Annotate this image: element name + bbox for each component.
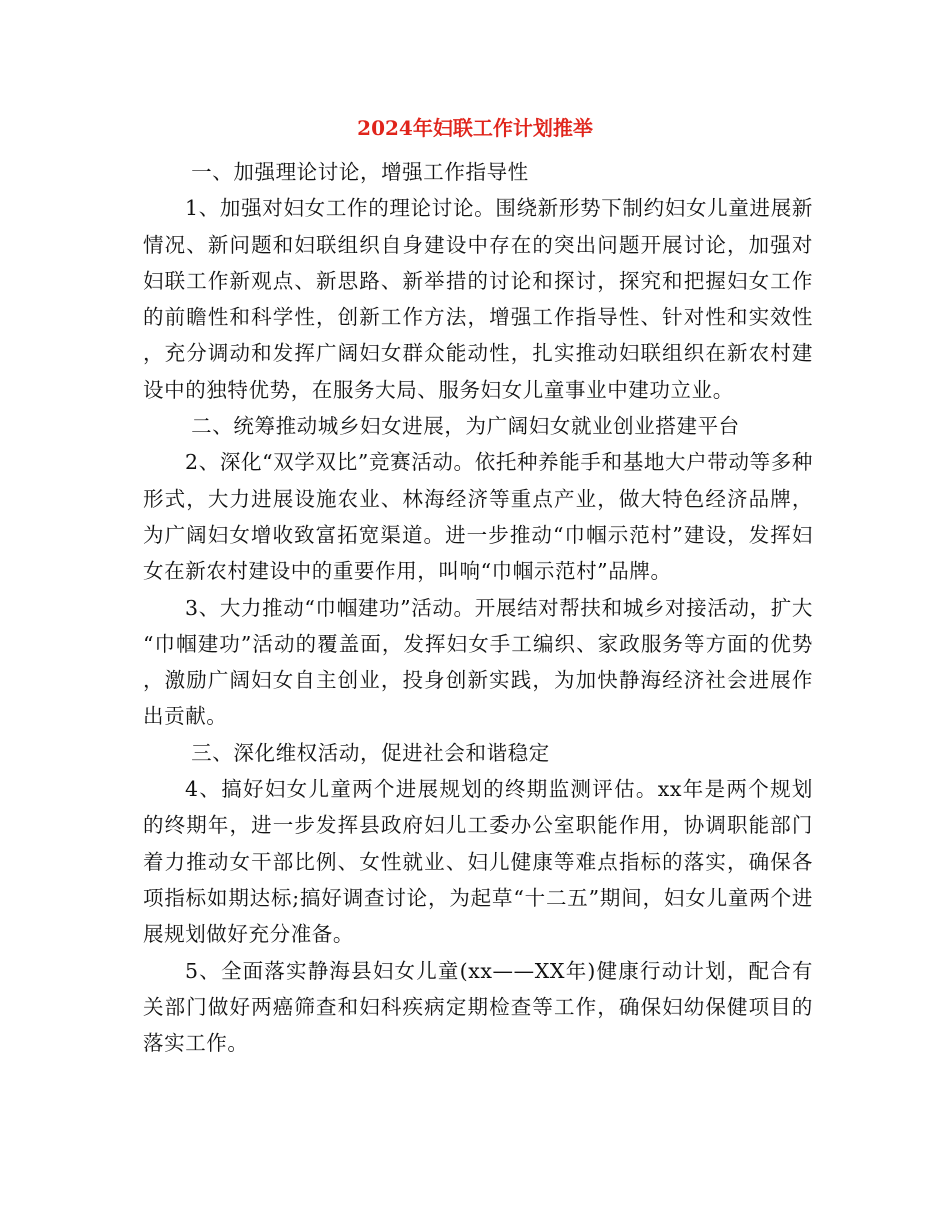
document-title: 2024年妇联工作计划推举 <box>357 116 593 140</box>
section-heading-2: 二、统筹推动城乡妇女进展，为广阔妇女就业创业搭建平台 <box>191 414 740 439</box>
section-heading-3: 三、深化维权活动，促进社会和谐稳定 <box>191 740 550 765</box>
paragraph-item-2: 2、深化“双学双比”竞赛活动。依托种养能手和基地大户带动等多种形式，大力进展设施农业、林海经济等重点产业，做大特色经济品牌，为广阔妇女增收致富拓宽渠道。进一步推动“巾帼示范村”建设，发挥妇女在新农村建设中的重要作用，叫响“巾帼示范村”品牌。 <box>143 450 813 584</box>
document-body <box>143 154 813 1061</box>
paragraph-item-1: 1、加强对妇女工作的理论讨论。围绕新形势下制约妇女儿童进展新情况、新问题和妇联组织自身建设中存在的突出问题开展讨论，加强对妇联工作新观点、新思路、新举措的讨论和探讨，探究和把握妇女工作的前瞻性和科学性，创新工作方法，增强工作指导性、针对性和实效性，充分调动和发挥广阔妇女群众能动性，扎实推动妇联组织在新农村建设中的独特优势，在服务大局、服务妇女儿童事业中建功立业。 <box>143 196 813 402</box>
paragraph-item-5: 5、全面落实静海县妇女儿童(xx——XX年)健康行动计划，配合有关部门做好两癌筛查和妇科疾病定期检查等工作，确保妇幼保健项目的落实工作。 <box>143 958 813 1056</box>
paragraph-item-3: 3、大力推动“巾帼建功”活动。开展结对帮扶和城乡对接活动，扩大“巾帼建功”活动的覆盖面，发挥妇女手工编织、家政服务等方面的优势，激励广阔妇女自主创业，投身创新实践，为加快静海经济社会进展作出贡献。 <box>143 595 813 729</box>
section-heading-1: 一、加强理论讨论，增强工作指导性 <box>191 160 529 184</box>
paragraph-item-4: 4、搞好妇女儿童两个进展规划的终期监测评估。xx年是两个规划的终期年，进一步发挥县政府妇儿工委办公室职能作用，协调职能部门着力推动女干部比例、女性就业、妇儿健康等难点指标的落实，确保各项指标如期达标;搞好调查讨论，为起草“十二五”期间，妇女儿童两个进展规划做好充分准备。 <box>143 777 813 947</box>
